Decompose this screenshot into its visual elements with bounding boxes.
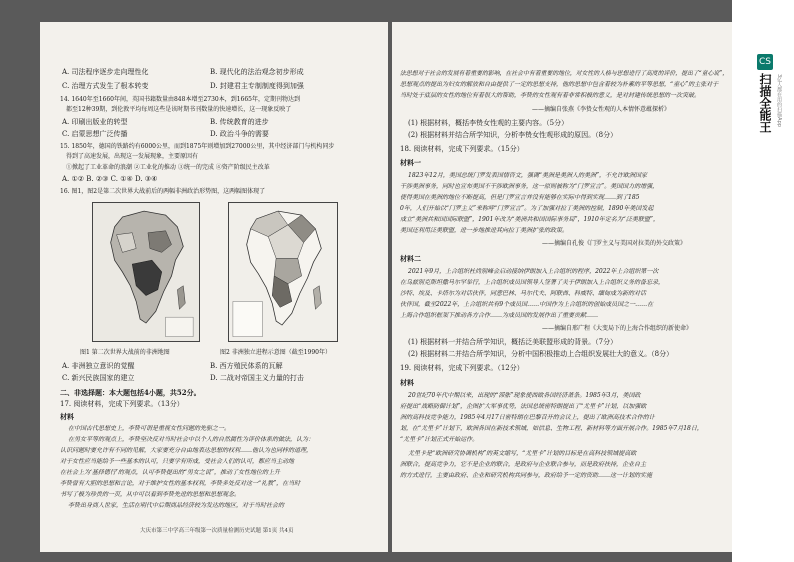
q16-option-b: B. 西方殖民体系的瓦解 bbox=[210, 362, 283, 370]
q17-para-2: 在男女平等的观点上，李贽坚决反对当时社会中以个人的自然属性为评价体系的做法，认为： bbox=[68, 436, 315, 443]
q18-m1-source: ——摘编自孔俊《门罗主义与美国对拉美的外交政策》 bbox=[542, 240, 687, 247]
q17-para-8: 李贽出身商人世家，生活在明代中后期商品经济较为发达的地区，对于当时社会的 bbox=[68, 502, 285, 509]
map1-caption: 图1 第二次世界大战前的非洲地图 bbox=[80, 349, 170, 356]
q18-task-2: (2) 根据材料二并结合所学知识，分析中国积极推动上合组织发展壮大的意义。（8分） bbox=[408, 350, 674, 358]
q17-cont-3: 当时处于底层的女性的地位有着很大的帮助，李贽的女性观有着非常积极的意义，是对封建传统思想的一次突破。 bbox=[400, 92, 701, 99]
q18-m2-line-4: 伙伴国，截至2022年，上合组织共有9个成员国……中国作为上合组织的创始成员国之一……在 bbox=[400, 301, 654, 308]
q18-m2-line-1: 2021年9月，上合组织杜尚别峰会启动接纳伊朗加入上合组织的程序，2022年上合组织第一次 bbox=[408, 268, 659, 275]
q13-option-d: D. 封建君主专制制度得到加强 bbox=[210, 82, 304, 90]
q17-para-4: 对于女性应当能给予一些基本的认可，只要学有所成，受社会人们的认可，都应当主动地 bbox=[60, 458, 295, 465]
scanner-tagline: 3亿人都在用的扫描App bbox=[776, 74, 782, 127]
q14-option-c: C. 启蒙思想广泛传播 bbox=[62, 130, 128, 138]
q18-m1-line-1: 1823年12月，美国总统门罗发表国情咨文，强调“美洲是美洲人的美洲”，不允许欧洲国家 bbox=[408, 172, 648, 179]
q15-stem-2: 得到了高速发展，出现这一发展现象，主要原因有 bbox=[66, 153, 199, 160]
q18-material-2-label: 材料二 bbox=[400, 254, 421, 263]
scanner-badge-icon: CS bbox=[757, 54, 773, 70]
map2-caption: 图2 非洲独立进程示意图（截至1990年） bbox=[220, 349, 331, 356]
q17-heading: 17. 阅读材料，完成下列要求。（13分） bbox=[60, 400, 184, 408]
q17-material-label: 材料 bbox=[60, 412, 74, 421]
q14-option-b: B. 传统教育的进步 bbox=[210, 118, 269, 126]
q19-line-7: 洲联合，提高竞争力，它不是企业的联合，是政府与企业联合参与，而是政府扶持，企业自主 bbox=[400, 461, 647, 468]
q18-material-1-label: 材料一 bbox=[400, 158, 421, 167]
q18-m2-line-5: 上海合作组织框架下推动各方合作……为成员国的发展作出了重要贡献…… bbox=[400, 312, 599, 319]
q18-m2-source: ——摘编自邢广程《大变局下的上海合作组织的新使命》 bbox=[542, 325, 693, 332]
q18-m1-line-5: 成立“美洲共和国国际联盟”，1901年改为“美洲共和国国际事务局”，1910年定名为“泛美联盟”， bbox=[400, 216, 659, 223]
scanner-app-name: 扫描全能王 bbox=[758, 73, 772, 133]
q15-items: ①掀起了工业革命的浪潮 ②工业化的推动 ③统一的完成 ④资产阶级民主改革 bbox=[66, 164, 270, 171]
q18-m2-line-3: 沙特、埃及、卡塔尔为对话伙伴，同意巴林、马尔代夫、阿联酋、科威特、缅甸成为新的对话 bbox=[400, 290, 647, 297]
q16-option-c: C. 新兴民族国家的建立 bbox=[62, 374, 135, 382]
q17-para-5: 在社会上为‘基择德行’的观点，认可李贽提出的“男女之说”，推动了女性地位的上升 bbox=[60, 469, 280, 476]
q18-m1-line-3: 使得美国在美洲的地位不断提高，但是门罗宣言并没有能够在实际中得到实现……到了185 bbox=[400, 194, 640, 201]
q16-option-a: A. 非洲独立意识的觉醒 bbox=[62, 362, 135, 370]
map-africa-prewar bbox=[92, 202, 200, 342]
q17-cont-1: 法思想对于社会的发展有着重要的影响，在社会中有着重要的地位，对女性的人格与思想进行了高度的评价，提出了“童心说”， bbox=[400, 70, 729, 77]
q14-stem-2: 都至12种39期，到伦敦平均每周这些是该时期书刊数量的快速增长，这一现象反映了 bbox=[66, 106, 292, 113]
q15-stem-1: 15. 1850年，德国的铁路约有6000公里，而到1875年则增加到27000公里，其中经济部门与机构同步 bbox=[60, 143, 335, 150]
q18-m1-line-2: 干涉美洲事务，同时也宣布美国不干涉欧洲事务，这一原则被称为“门罗宣言”。美国国力的增强， bbox=[400, 183, 659, 190]
section-2-heading: 二、非选择题：本大题包括4小题，共52分。 bbox=[60, 388, 201, 397]
q17-task-1: (1) 根据材料，概括李贽女性观的主要内容。（5分） bbox=[408, 119, 569, 127]
q17-para-6: 李贽曾有大胆的思想和言论，对于维护女性的基本权利，李贽多处反对这一“礼教”，在当时 bbox=[60, 480, 301, 487]
page-left bbox=[40, 22, 388, 552]
q19-line-8: 的方式进行，主要由政府、企业和研究机构共同参与，政府给予一定的资助……这一计划的实施 bbox=[400, 472, 653, 479]
map-africa-independence bbox=[228, 202, 338, 342]
q16-stem: 16. 图1，图2是第二次世界大战前后的两幅非洲政治形势图，这两幅图体现了 bbox=[60, 188, 266, 195]
q19-line-5: “尤里卡”计划正式开始运作。 bbox=[400, 436, 479, 443]
q14-option-d: D. 政治斗争的需要 bbox=[210, 130, 269, 138]
q14-stem-1: 14. 1640年至1660年间，英国书籍数量由848本增至2730本，到1665年，定期刊物达到 bbox=[60, 96, 300, 103]
q14-option-a: A. 印刷出版业的转型 bbox=[62, 118, 128, 126]
q18-m2-line-2: 在乌兹别克斯坦撒马尔罕举行，上合组织成员国领导人签署了关于伊朗加入上合组织义务的备忘录， bbox=[400, 279, 665, 286]
q17-cont-2: 思想观点的提出为妇女的解放和自由提供了一定的思想支持，他的思想中包含着较为朴素的平等思想，“童心”的主张对于 bbox=[400, 81, 719, 88]
q18-heading: 18. 阅读材料，完成下列要求。（15分） bbox=[400, 145, 524, 153]
q17-para-7: 书写了极为珍贵的一页，从中可以看到李贽先进的思想和思想观念。 bbox=[60, 491, 241, 498]
scanner-watermark-strip bbox=[732, 0, 794, 562]
q17-para-3: 认识问题时要允许有不同的见解，大家要充分自由地表达思想的权利……他认为也同样的道理， bbox=[60, 447, 313, 454]
q17-para-1: 在中国古代思想史上，李贽可谓是重视女性问题的先驱之一。 bbox=[68, 425, 231, 432]
q15-options: A. ①② B. ②③ C. ①④ D. ③④ bbox=[62, 175, 158, 183]
q19-heading: 19. 阅读材料，完成下列要求。（12分） bbox=[400, 364, 524, 372]
page-right bbox=[392, 22, 732, 552]
q17-source: ——摘编自张燕《李贽女性观的人本情怀意蕴探析》 bbox=[532, 106, 671, 113]
q19-line-4: 划，在“尤里卡”计划下，欧洲各国在新技术领域，如信息、生物工程、新材料等方面开展合作。1985年7月18日， bbox=[400, 425, 703, 432]
q13-option-c: C. 治理方式发生了根本转变 bbox=[62, 82, 149, 90]
q17-task-2: (2) 根据材料并结合所学知识，分析李贽女性观形成的原因。（8分） bbox=[408, 131, 618, 139]
q18-m1-line-6: 美国还利用泛美联盟，进一步地推进其向拉丁美洲扩张的政策。 bbox=[400, 227, 569, 234]
q19-line-1: 20世纪70年代中期以来，出现的“滞胀”现象使西欧各国经济萧条。1985年3月，美国政 bbox=[408, 392, 641, 399]
q19-line-6: 尤里卡是“欧洲研究协调机构”的英文缩写，“尤里卡”计划的目标是在高科技领域提高欧 bbox=[408, 450, 637, 457]
q18-task-1: (1) 根据材料一并结合所学知识，概括泛美联盟形成的背景。（7分） bbox=[408, 338, 618, 346]
q19-line-2: 府提出“战略防御计划”，企图扩大军事优势，法国总统密特朗提出了“尤里卡”计划，以加强欧 bbox=[400, 403, 647, 410]
q16-option-d: D. 二战对帝国主义力量的打击 bbox=[210, 374, 304, 382]
q19-material-label: 材料 bbox=[400, 378, 414, 387]
q18-m1-line-4: 0年，人们开始以“门罗主义”来称呼“门罗宣言”。为了加强对拉丁美洲的控制，1890年美国发起 bbox=[400, 205, 654, 212]
q19-line-3: 洲的高科技竞争能力，1985年4月17日密特朗在巴黎召开的会议上，提出了欧洲高技术合作的计 bbox=[400, 414, 655, 421]
q13-option-a: A. 司法程序逐步走向理性化 bbox=[62, 68, 149, 76]
scanner-logo bbox=[754, 54, 782, 174]
q13-option-b: B. 现代化的法治观念初步形成 bbox=[210, 68, 304, 76]
page-footer: 大庆市第三中学高三年级第一次质量检测历史试题 第1页 共4页 bbox=[140, 528, 294, 534]
